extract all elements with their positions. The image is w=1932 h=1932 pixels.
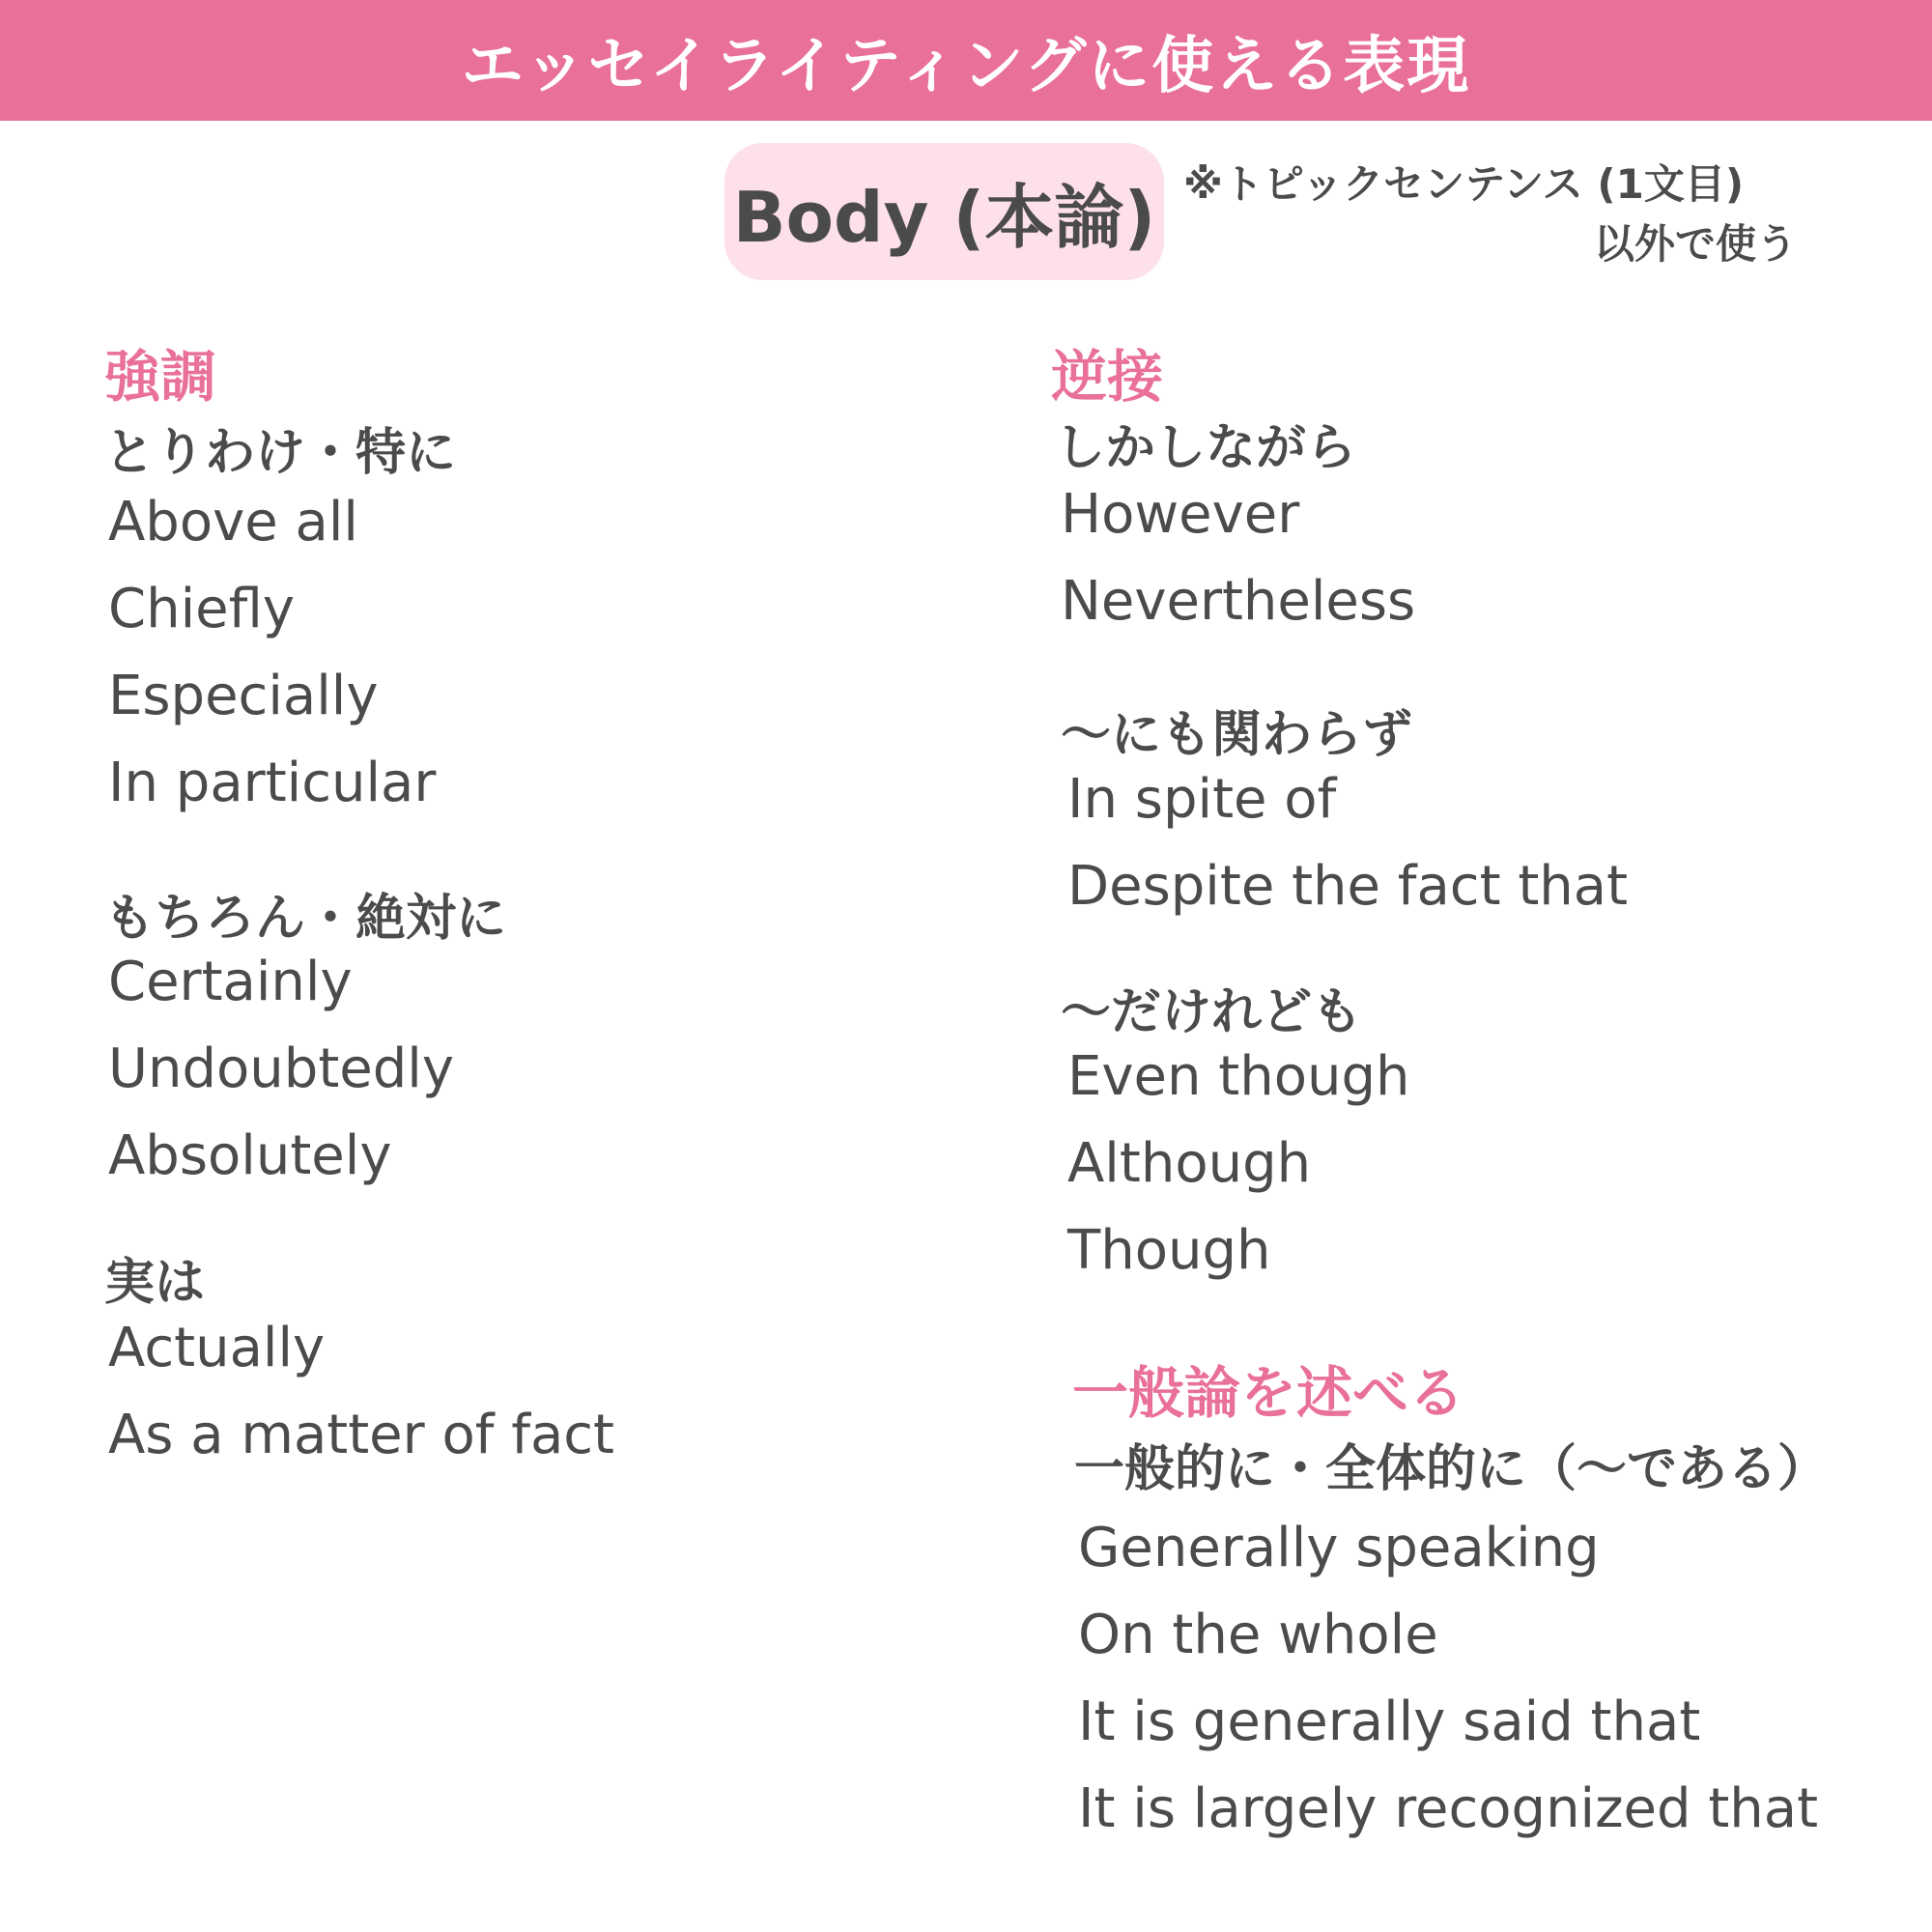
phrase-item: Although <box>1067 1132 1312 1195</box>
phrase-item: Absolutely <box>108 1124 392 1187</box>
category-heading-contrast: 逆接 <box>1051 344 1164 410</box>
phrase-item: Chiefly <box>108 578 296 640</box>
phrase-item: It is largely recognized that <box>1078 1777 1819 1840</box>
usage-note-line2: 以外で使う <box>1593 220 1797 268</box>
group-heading: もちろん・絶対に <box>104 890 507 948</box>
category-heading-general: 一般論を述べる <box>1072 1360 1465 1426</box>
group-heading: 一般的に・全体的に（〜である） <box>1074 1440 1829 1498</box>
phrase-item: It is generally said that <box>1078 1690 1701 1753</box>
page-title: エッセイライティングに使える表現 <box>461 30 1471 102</box>
group-heading: 〜にも関わらず <box>1061 706 1413 764</box>
phrase-item: Generally speaking <box>1078 1517 1600 1579</box>
section-badge-label: Body (本論) <box>732 177 1156 258</box>
phrase-item: Especially <box>108 665 379 727</box>
phrase-item: Nevertheless <box>1061 570 1416 633</box>
usage-note-line1: ※トピックセンテンス (1文目) <box>1183 160 1745 208</box>
phrase-item: As a matter of fact <box>108 1404 615 1466</box>
phrase-item: In spite of <box>1067 768 1337 831</box>
group-heading: しかしながら <box>1055 419 1357 477</box>
phrase-item: Though <box>1067 1219 1271 1282</box>
phrase-item: Undoubtedly <box>108 1037 454 1100</box>
header-banner <box>0 0 1932 121</box>
group-heading: 〜だけれども <box>1061 983 1363 1041</box>
phrase-item: Certainly <box>108 951 353 1013</box>
phrase-item: Even though <box>1067 1045 1410 1108</box>
section-badge <box>724 143 1164 280</box>
group-heading: とりわけ・特に <box>104 424 457 482</box>
usage-note <box>1183 155 1816 274</box>
phrase-item: In particular <box>108 752 437 814</box>
phrase-item: However <box>1061 483 1300 546</box>
category-heading-emphasis: 強調 <box>104 344 217 410</box>
phrase-item: Despite the fact that <box>1067 855 1629 918</box>
group-heading: 実は <box>104 1254 206 1312</box>
phrase-item: Above all <box>108 491 358 554</box>
phrase-item: Actually <box>108 1317 326 1379</box>
phrase-item: On the whole <box>1078 1604 1438 1666</box>
